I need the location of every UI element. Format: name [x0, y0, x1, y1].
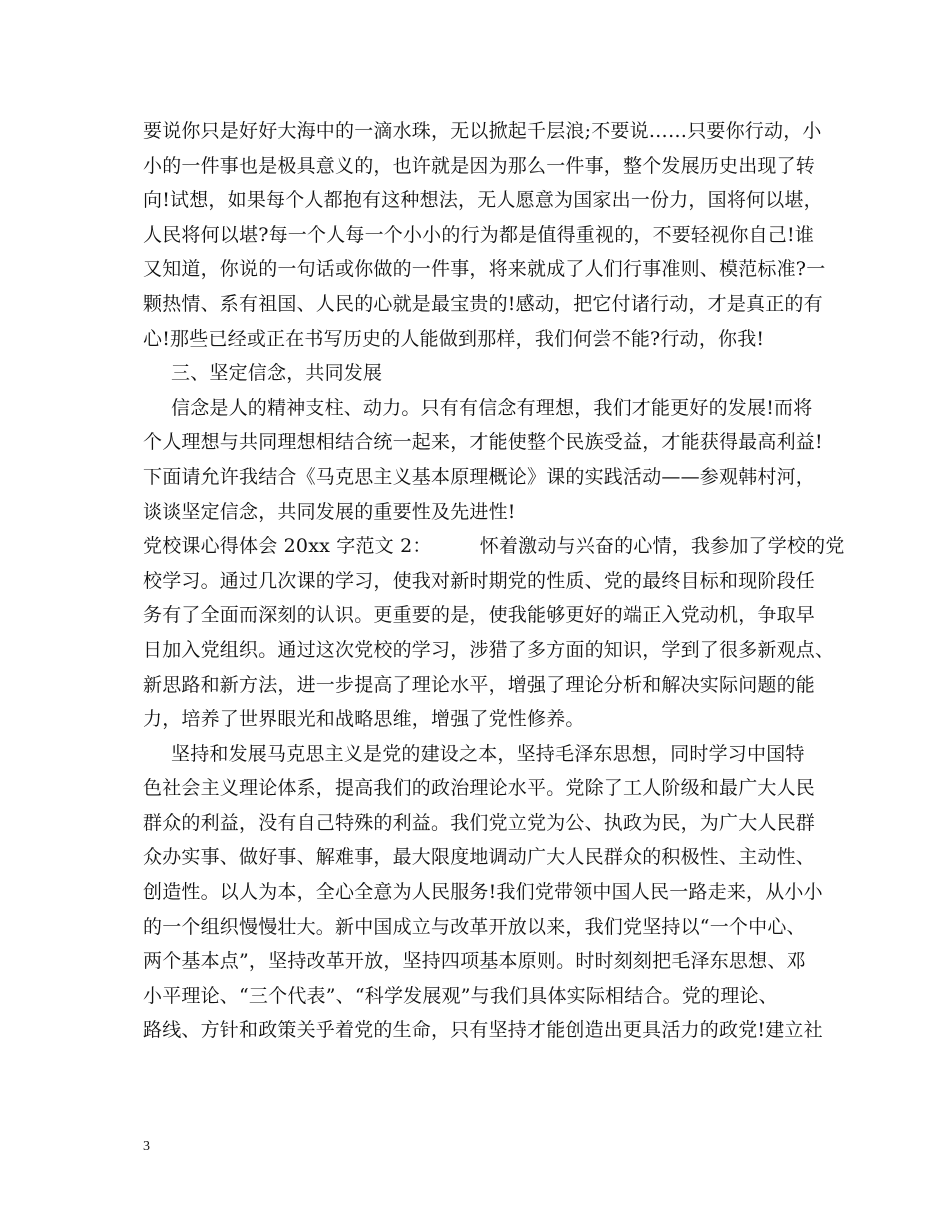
- text-line: 两个基本点”，坚持改革开放，坚持四项基本原则。时时刻刻把毛泽东思想、邓: [143, 950, 806, 973]
- text-line: 校学习。通过几次课的学习，使我对新时期党的性质、党的最终目标和现阶段任: [143, 569, 816, 592]
- text-line: 心!那些已经或正在书写历史的人能做到那样，我们何尝不能?行动，你我!: [143, 327, 765, 350]
- text-line: 创造性。以人为本，全心全意为人民服务!我们党带领中国人民一路走来，从小小: [143, 881, 823, 904]
- text-line: 人民将何以堪?每一个人每一个小小的行为都是值得重视的，不要轻视你自己!谁: [143, 223, 815, 246]
- text-line: 色社会主义理论体系，提高我们的政治理论水平。党除了工人阶级和最广大人民: [143, 777, 816, 800]
- text-line: 小的一件事也是极具意义的，也许就是因为那么一件事，整个发展历史出现了转: [143, 154, 816, 177]
- text-line: 小平理论、“三个代表”、“科学发展观”与我们具体实际相结合。党的理论、: [143, 984, 778, 1007]
- section-heading: 三、坚定信念，共同发展: [171, 362, 383, 385]
- text-line: 众办实事、做好事、解难事，最大限度地调动广大人民群众的积极性、主动性、: [143, 846, 816, 869]
- page-number: 3: [143, 1139, 150, 1154]
- text-line: 日加入党组织。通过这次党校的学习，涉猎了多方面的知识，学到了很多新观点、: [143, 638, 835, 661]
- text-line: 个人理想与共同理想相结合统一起来，才能使整个民族受益，才能获得最高利益!: [143, 431, 823, 454]
- text-line: 向!试想，如果每个人都抱有这种想法，无人愿意为国家出一份力，国将何以堪，: [143, 189, 823, 212]
- text-line: 又知道，你说的一句话或你做的一件事，将来就成了人们行事准则、模范标准?一: [143, 258, 826, 281]
- text-line: 谈谈坚定信念，共同发展的重要性及先进性!: [143, 500, 516, 523]
- text-line: 群众的利益，没有自己特殊的利益。我们党立党为公、执政为民，为广大人民群: [143, 811, 816, 834]
- text-line: 要说你只是好好大海中的一滴水珠，无以掀起千层浪;不要说……只要你行动，小: [143, 120, 822, 142]
- text-line: 颗热情、系有祖国、人民的心就是最宝贵的!感动，把它付诸行动，才是真正的有: [143, 292, 823, 315]
- text-line: 新思路和新方法，进一步提高了理论水平，增强了理论分析和解决实际问题的能: [143, 673, 816, 696]
- body-text: [143, 114, 845, 1048]
- text-line: 路线、方针和政策关乎着党的生命，只有坚持才能创造出更具活力的政党!建立社: [143, 1019, 823, 1042]
- text-line: 党校课心得体会 20xx 字范文 2： 怀着激动与兴奋的心情，我参加了学校的党: [143, 535, 845, 558]
- text-line: 坚持和发展马克思主义是党的建设之本，坚持毛泽东思想，同时学习中国特: [171, 742, 805, 765]
- text-line: 力，培养了世界眼光和战略思维，增强了党性修养。: [143, 708, 585, 731]
- text-line: 信念是人的精神支柱、动力。只有有信念有理想，我们才能更好的发展!而将: [171, 396, 813, 419]
- text-line: 务有了全面而深刻的认识。更重要的是，使我能够更好的端正入党动机，争取早: [143, 604, 816, 627]
- text-line: 的一个组织慢慢壮大。新中国成立与改革开放以来，我们党坚持以“一个中心、: [143, 915, 806, 938]
- text-line: 下面请允许我结合《马克思主义基本原理概论》课的实践活动——参观韩村河，: [143, 465, 816, 488]
